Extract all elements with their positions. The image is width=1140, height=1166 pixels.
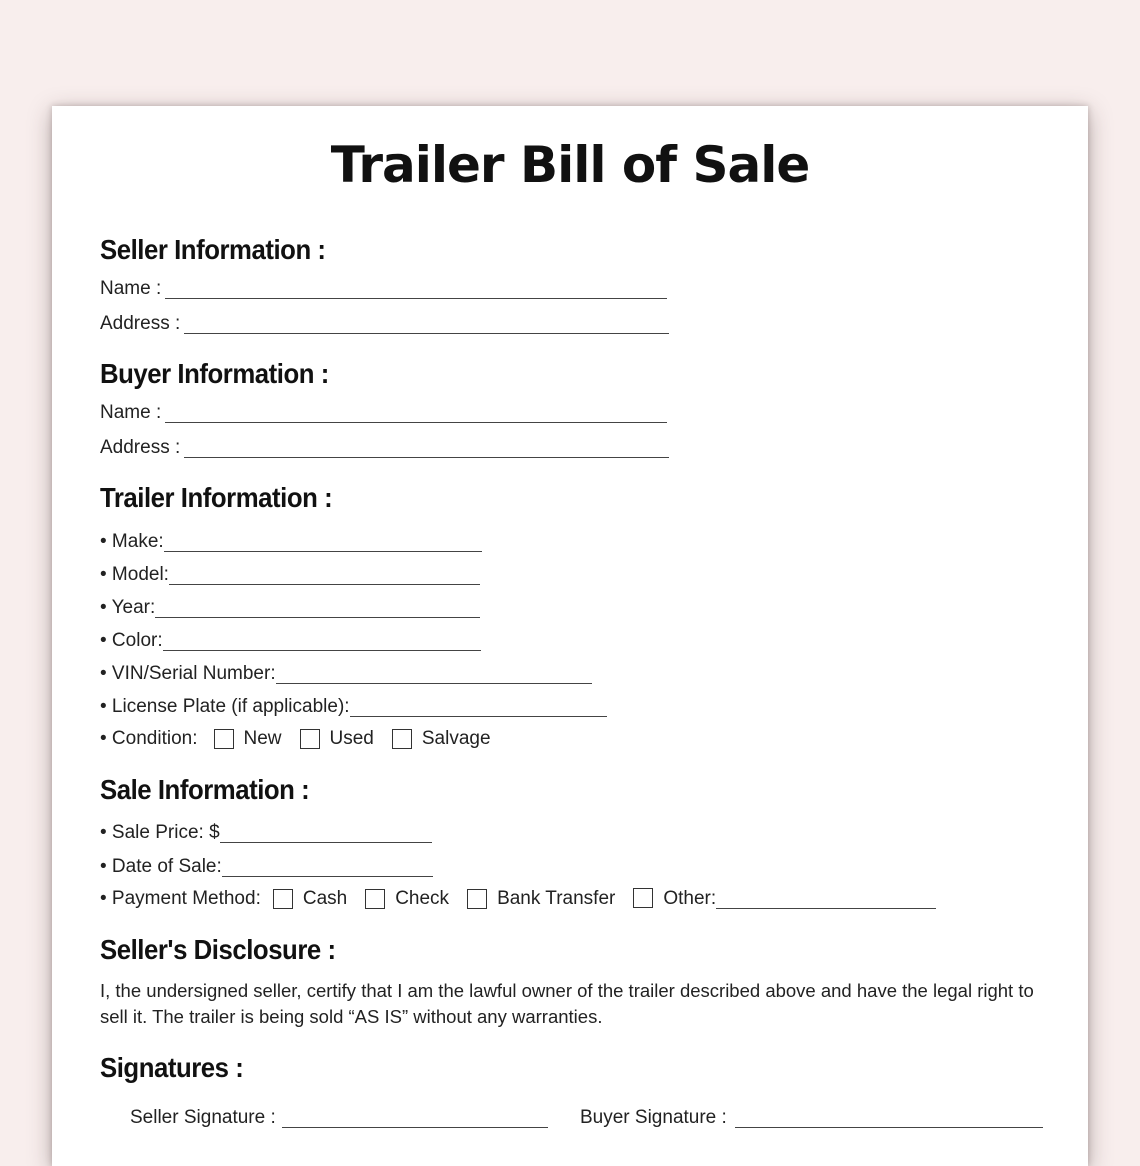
buyer-name-label: Name : (100, 402, 162, 423)
buyer-signature-line[interactable] (735, 1108, 1043, 1128)
disclosure-heading: Seller's Disclosure : (100, 934, 336, 965)
sale-price-field[interactable] (100, 818, 432, 844)
payment-other-checkbox[interactable] (633, 888, 653, 908)
make-field[interactable] (100, 527, 482, 553)
year-line[interactable] (155, 598, 480, 618)
payment-cash-checkbox[interactable] (273, 889, 293, 909)
seller-name-label: Name : (100, 278, 162, 299)
buyer-address-line[interactable] (184, 438, 669, 458)
plate-line[interactable] (350, 697, 607, 717)
model-line[interactable] (169, 565, 480, 585)
page-title: Trailer Bill of Sale (330, 136, 810, 194)
make-label: • Make: (100, 531, 164, 552)
condition-new-option[interactable] (214, 728, 282, 750)
payment-cash-option[interactable] (273, 888, 347, 910)
seller-name-line[interactable] (165, 279, 667, 299)
model-field[interactable] (100, 560, 480, 586)
condition-used-label: Used (329, 728, 374, 749)
buyer-name-line[interactable] (165, 403, 667, 423)
sale-date-line[interactable] (222, 857, 433, 877)
condition-new-checkbox[interactable] (214, 729, 234, 749)
buyer-address-label: Address : (100, 437, 181, 458)
condition-new-label: New (243, 728, 282, 749)
payment-bank-checkbox[interactable] (467, 889, 487, 909)
condition-used-checkbox[interactable] (300, 729, 320, 749)
sale-date-field[interactable] (100, 852, 433, 878)
buyer-heading: Buyer Information : (100, 358, 329, 389)
payment-cash-label: Cash (302, 888, 348, 909)
buyer-name-field[interactable] (100, 398, 667, 424)
condition-salvage-label: Salvage (421, 728, 491, 749)
condition-salvage-checkbox[interactable] (392, 729, 412, 749)
buyer-address-field[interactable] (100, 433, 669, 459)
payment-bank-label: Bank Transfer (497, 888, 616, 909)
color-field[interactable] (100, 626, 481, 652)
condition-row (100, 726, 509, 752)
trailer-heading: Trailer Information : (100, 482, 333, 513)
seller-signature-label: Seller Signature : (130, 1107, 276, 1128)
vin-label: • VIN/Serial Number: (100, 663, 276, 684)
payment-other-label: Other: (663, 888, 717, 909)
sale-date-label: • Date of Sale: (100, 856, 222, 877)
payment-bank-option[interactable] (467, 888, 615, 910)
condition-label: • Condition: (100, 728, 198, 749)
buyer-signature-field[interactable] (580, 1103, 1043, 1129)
sale-price-line[interactable] (220, 823, 432, 843)
color-label: • Color: (100, 630, 163, 651)
seller-signature-field[interactable] (130, 1103, 548, 1129)
condition-used-option[interactable] (300, 728, 374, 750)
payment-other-line[interactable] (716, 889, 936, 909)
signatures-heading: Signatures : (100, 1052, 244, 1083)
model-label: • Model: (100, 564, 169, 585)
seller-signature-line[interactable] (282, 1108, 548, 1128)
seller-name-field[interactable] (100, 274, 667, 300)
seller-address-label: Address : (100, 313, 181, 334)
color-line[interactable] (163, 631, 481, 651)
payment-check-label: Check (395, 888, 450, 909)
vin-line[interactable] (276, 664, 592, 684)
seller-address-line[interactable] (184, 314, 669, 334)
payment-other-option[interactable] (633, 888, 936, 910)
year-field[interactable] (100, 593, 480, 619)
plate-label: • License Plate (if applicable): (100, 696, 350, 717)
payment-label: • Payment Method: (100, 888, 261, 909)
payment-row (100, 886, 936, 912)
condition-salvage-option[interactable] (392, 728, 491, 750)
form-sheet (52, 106, 1088, 1166)
sale-price-label: • Sale Price: $ (100, 822, 220, 843)
payment-check-option[interactable] (365, 888, 449, 910)
year-label: • Year: (100, 597, 156, 618)
vin-field[interactable] (100, 659, 592, 685)
seller-heading: Seller Information : (100, 234, 326, 265)
buyer-signature-label: Buyer Signature : (580, 1107, 727, 1128)
seller-address-field[interactable] (100, 309, 669, 335)
plate-field[interactable] (100, 692, 607, 718)
sale-heading: Sale Information : (100, 774, 310, 805)
payment-check-checkbox[interactable] (365, 889, 385, 909)
make-line[interactable] (164, 532, 482, 552)
disclosure-text: I, the undersigned seller, certify that I am the lawful owner of the trailer described above and have the legal right to sell it. The trailer is being sold “AS IS” without any warranties. (100, 980, 1034, 1027)
